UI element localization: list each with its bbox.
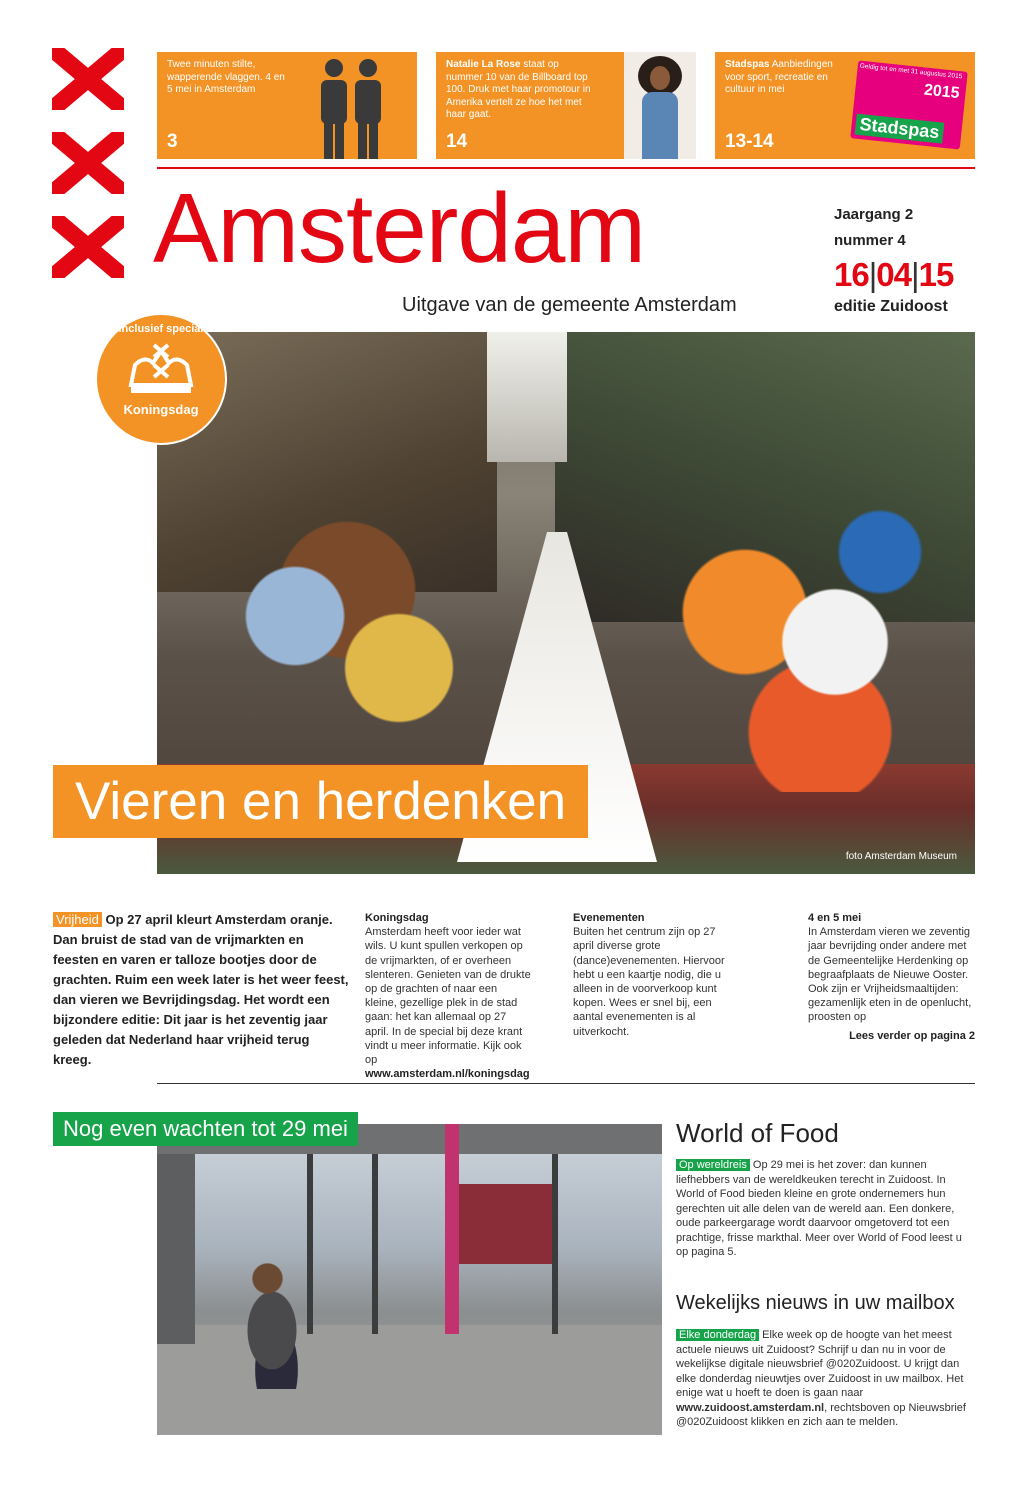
world-of-food-photo (157, 1124, 662, 1435)
hero-headline: Vieren en herdenken (53, 765, 588, 838)
teaser-bold: Natalie La Rose (446, 59, 521, 70)
two-people-icon (315, 56, 387, 159)
article-title: Wekelijks nieuws in uw mailbox (676, 1292, 955, 1314)
column-heading: 4 en 5 mei (808, 912, 862, 924)
lead-paragraph: Vrijheid Op 27 april kleurt Amsterdam oranje. Dan bruist de stad van de vrijmarkten en feesten en varen er talloze bootjes door de grachten. Ruim een week later is het weer feest, dan vieren we Bevrijdingsdag. Het wordt een bijzondere editie: Dit jaar is het zeventig jaar geleden dat Nederland haar vrijheid terug kreeg. (53, 912, 349, 1067)
article-nieuwsbrief: Wekelijks nieuws in uw mailbox Elke donderdag Elke week op de hoogte van het meest actuele nieuws uit Zuidoost? Schrijf u dan nu in voor de wekelijkse digitale nieuwsbrief @020Zuidoost. U krijgt dan elke donderdag nieuwtjes over Zuidoost in uw mailbox. Het enige wat u hoeft te doen is gaan naar www.zuidoost.amsterdam.nl, rechtsboven op Nieuwsbrief @020Zuidoost klikken en zich aan te melden. (676, 1288, 975, 1430)
issue-edition: editie Zuidoost (834, 298, 948, 315)
amsterdam-xxx-logo (52, 48, 124, 300)
stadspas-card: Geldig tot en met 31 augustus 2015 2015 Stadspas (850, 60, 968, 149)
column-heading: Evenementen (573, 912, 645, 924)
issue-info (834, 202, 994, 316)
teaser-stadspas[interactable] (715, 52, 975, 159)
koningsdag-link[interactable]: www.amsterdam.nl/koningsdag (365, 1068, 530, 1081)
teaser-herdenking[interactable] (157, 52, 417, 159)
badge-top-text: Inclusief special (118, 323, 204, 335)
article-world-of-food: World of Food Op wereldreis Op 29 mei is het zover: dan kunnen liefhebbers van de wereldkeuken terecht in Zuidoost. In World of Food bieden kleine en grote ondernemers hun gerechten uit alle delen van de wereld aan. Een donkere, oude parkeergarage wordt daarvoor omgetoverd tot een prachtige, frisse markthal. Meer over World of Food leest u op pagina 5. (676, 1118, 975, 1260)
photo-title: Nog even wachten tot 29 mei (53, 1112, 358, 1146)
photo-credit: foto Amsterdam Museum (845, 851, 957, 862)
column-4-en-5-mei: 4 en 5 mei In Amsterdam vieren we zeventig jaar bevrijding onder andere met de Gemeentelijke Herdenking op begraafplaats de Nieuwe Ooster. Ook zijn er Vrijheidsmaaltijden: gezamenlijk eten in de openlucht, proosten op (808, 911, 974, 1025)
article-title: World of Food (676, 1118, 839, 1148)
teaser-natalie-la-rose[interactable] (436, 52, 696, 159)
article-tag: Elke donderdag (676, 1329, 759, 1341)
teaser-page: 13-14 (725, 131, 774, 152)
teaser-text: Natalie La Rose staat op nummer 10 van de Billboard top 100. Druk met haar promotour in Amerika vertelt ze hoe het met haar gaat. (446, 59, 591, 120)
teaser-bold: Stadspas (725, 59, 770, 70)
masthead-title: Amsterdam (153, 173, 646, 283)
teaser-text: Stadspas Aanbiedingen voor sport, recreatie en cultuur in mei (725, 59, 833, 95)
masthead-subtitle: Uitgave van de gemeente Amsterdam (402, 294, 737, 316)
issue-date: 16|04|15 (834, 256, 954, 293)
column-koningsdag: Koningsdag Amsterdam heeft voor ieder wat wils. U kunt spullen verkopen op de vrijmarkten, of er overheen slenteren. Genieten van de drukte op de grachten of naar een kleine, gezellige plek in de stad gaan: het kan allemaal op 27 april. In de special bij deze krant vindt u meer informatie. Kijk ook op www.amsterdam.nl/koningsdag (365, 912, 531, 1081)
x-icon (52, 216, 124, 278)
issue-volume: Jaargang 2 (834, 206, 914, 223)
x-icon (52, 48, 124, 110)
section-divider (157, 1083, 975, 1084)
article-tag: Op wereldreis (676, 1159, 750, 1171)
teaser-text: Twee minuten stilte, wapperende vlaggen. 4 en 5 mei in Amsterdam (167, 59, 285, 95)
column-heading: Koningsdag (365, 912, 429, 924)
x-icon (52, 132, 124, 194)
crown-icon (121, 341, 201, 397)
portrait-photo (624, 52, 696, 159)
badge-bottom-text: Koningsdag (123, 402, 199, 417)
column-evenementen: Evenementen Buiten het centrum zijn op 27 april diverse grote (dance)evenementen. Hiervoor hebt u een kaartje nodig, die u alleen in de voorverkoop kunt kopen. Wees er snel bij, een aantal evenementen is al uitverkocht. (573, 911, 739, 1039)
read-more-link[interactable]: Lees verder op pagina 2 (849, 1030, 975, 1042)
zuidoost-link[interactable]: www.zuidoost.amsterdam.nl (676, 1401, 825, 1414)
koningsdag-badge[interactable] (97, 315, 225, 443)
lead-tag: Vrijheid (53, 912, 102, 927)
teaser-page: 14 (446, 131, 468, 152)
issue-number: nummer 4 (834, 232, 906, 249)
teaser-page: 3 (167, 131, 178, 152)
